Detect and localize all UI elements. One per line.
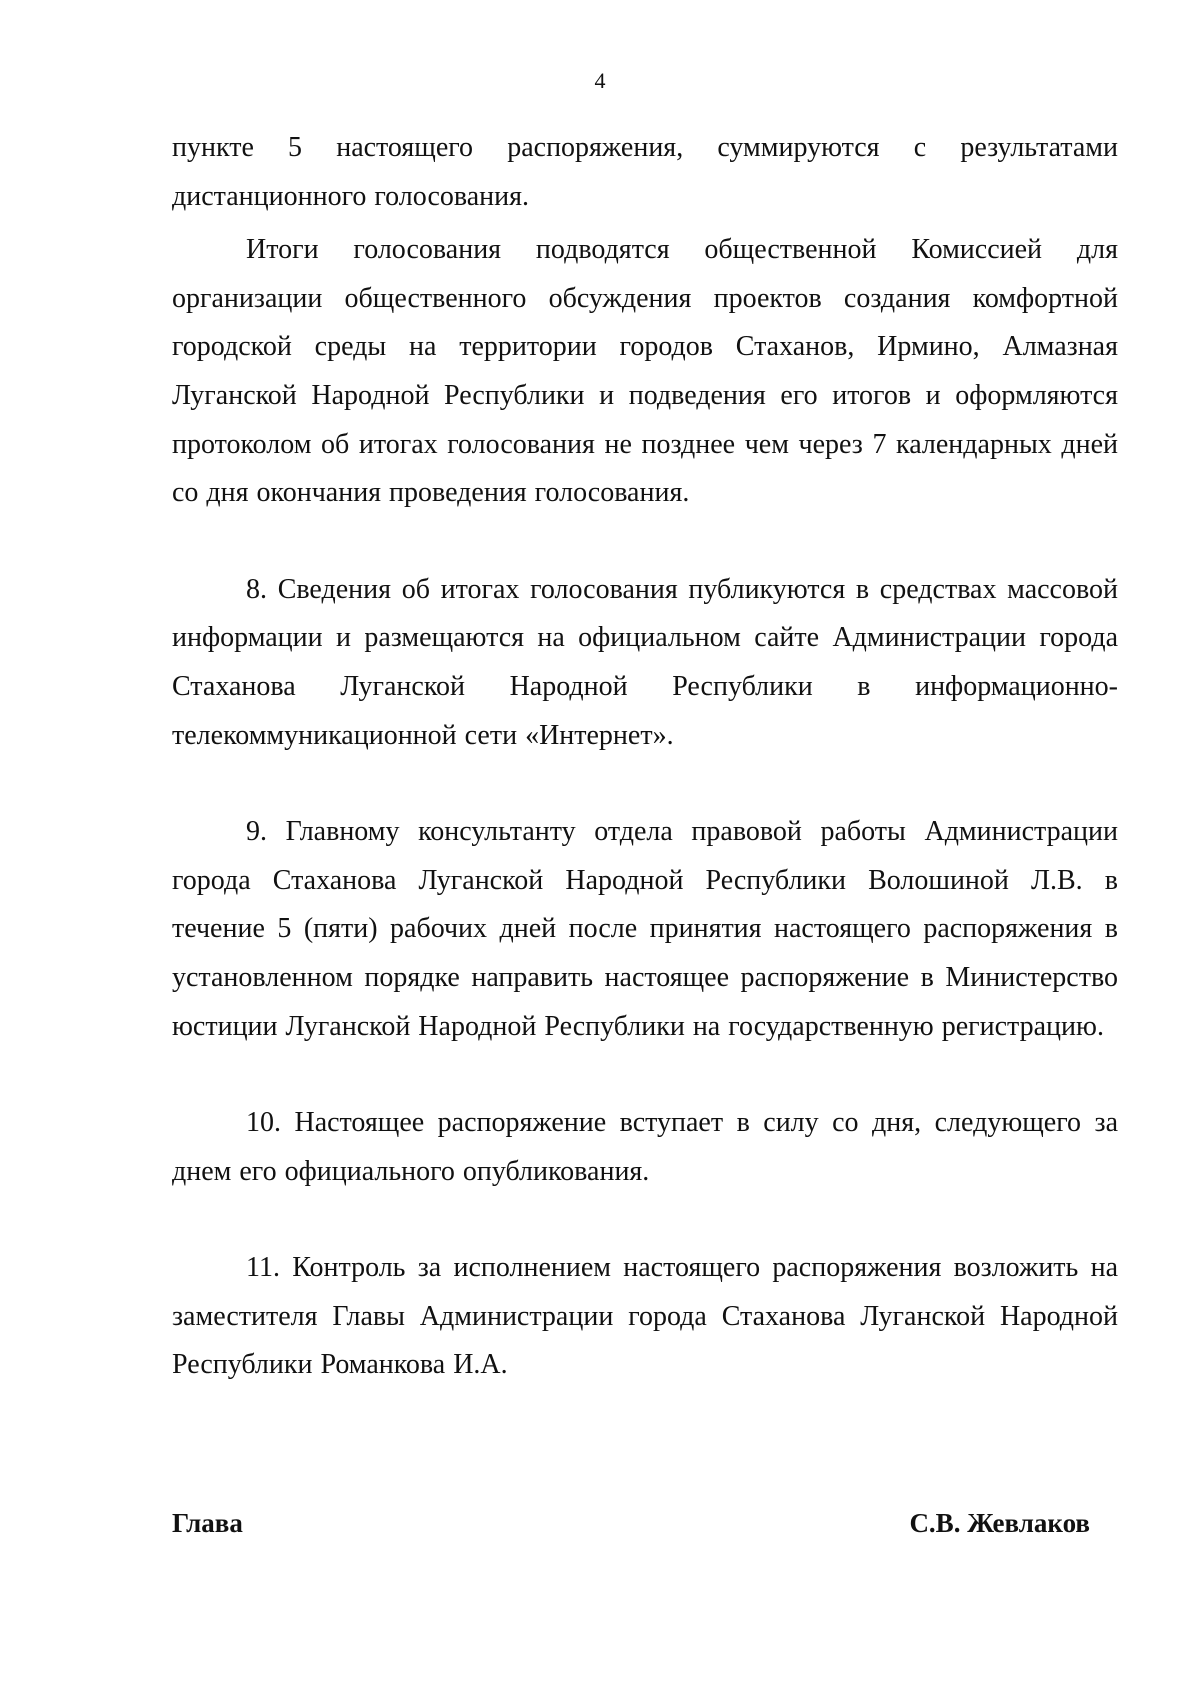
paragraph-voting-results: Итоги голосования подводятся общественной Комиссией для организации общественного обсуждения проектов создания комфортной городской среды на территории городов Стаханов, Ирмино, Алмазная Луганской Народной Республики и подведения его итогов и оформляются протоколом об итогах голосования не позднее чем через 7 календарных дней со дня окончания проведения голосования.: [172, 234, 1118, 509]
signature-title: Глава: [172, 1508, 243, 1538]
paragraph-item-9: 9. Главному консультанту отдела правовой работы Администрации города Стаханова Луганской Народной Республики Волошиной Л.В. в течение 5 (пяти) рабочих дней после принятия настоящего распоряжения в установленном порядке направить настоящее распоряжение в Министерство юстиции Луганской Народной Республики на государственную регистрацию.: [172, 816, 1118, 1042]
page-number: 4: [594, 68, 606, 93]
signature-name: С.В. Жевлаков: [909, 1508, 1090, 1538]
paragraph-item-8: 8. Сведения об итогах голосования публикуются в средствах массовой информации и размещаются на официальном сайте Администрации города Стаханова Луганской Народной Республики в информационно-телекоммуникационной сети «Интернет».: [172, 573, 1118, 751]
signature-block: [172, 1510, 1090, 1537]
paragraph-item-10: 10. Настоящее распоряжение вступает в силу со дня, следующего за днем его официального опубликования.: [172, 1107, 1118, 1187]
document-body: [172, 124, 1118, 1390]
paragraph-continuation: пункте 5 настоящего распоряжения, суммируются с результатами дистанционного голосования.: [172, 132, 1118, 212]
paragraph-item-11: 11. Контроль за исполнением настоящего распоряжения возложить на заместителя Главы Администрации города Стаханова Луганской Народной Республики Романкова И.А.: [172, 1252, 1118, 1381]
